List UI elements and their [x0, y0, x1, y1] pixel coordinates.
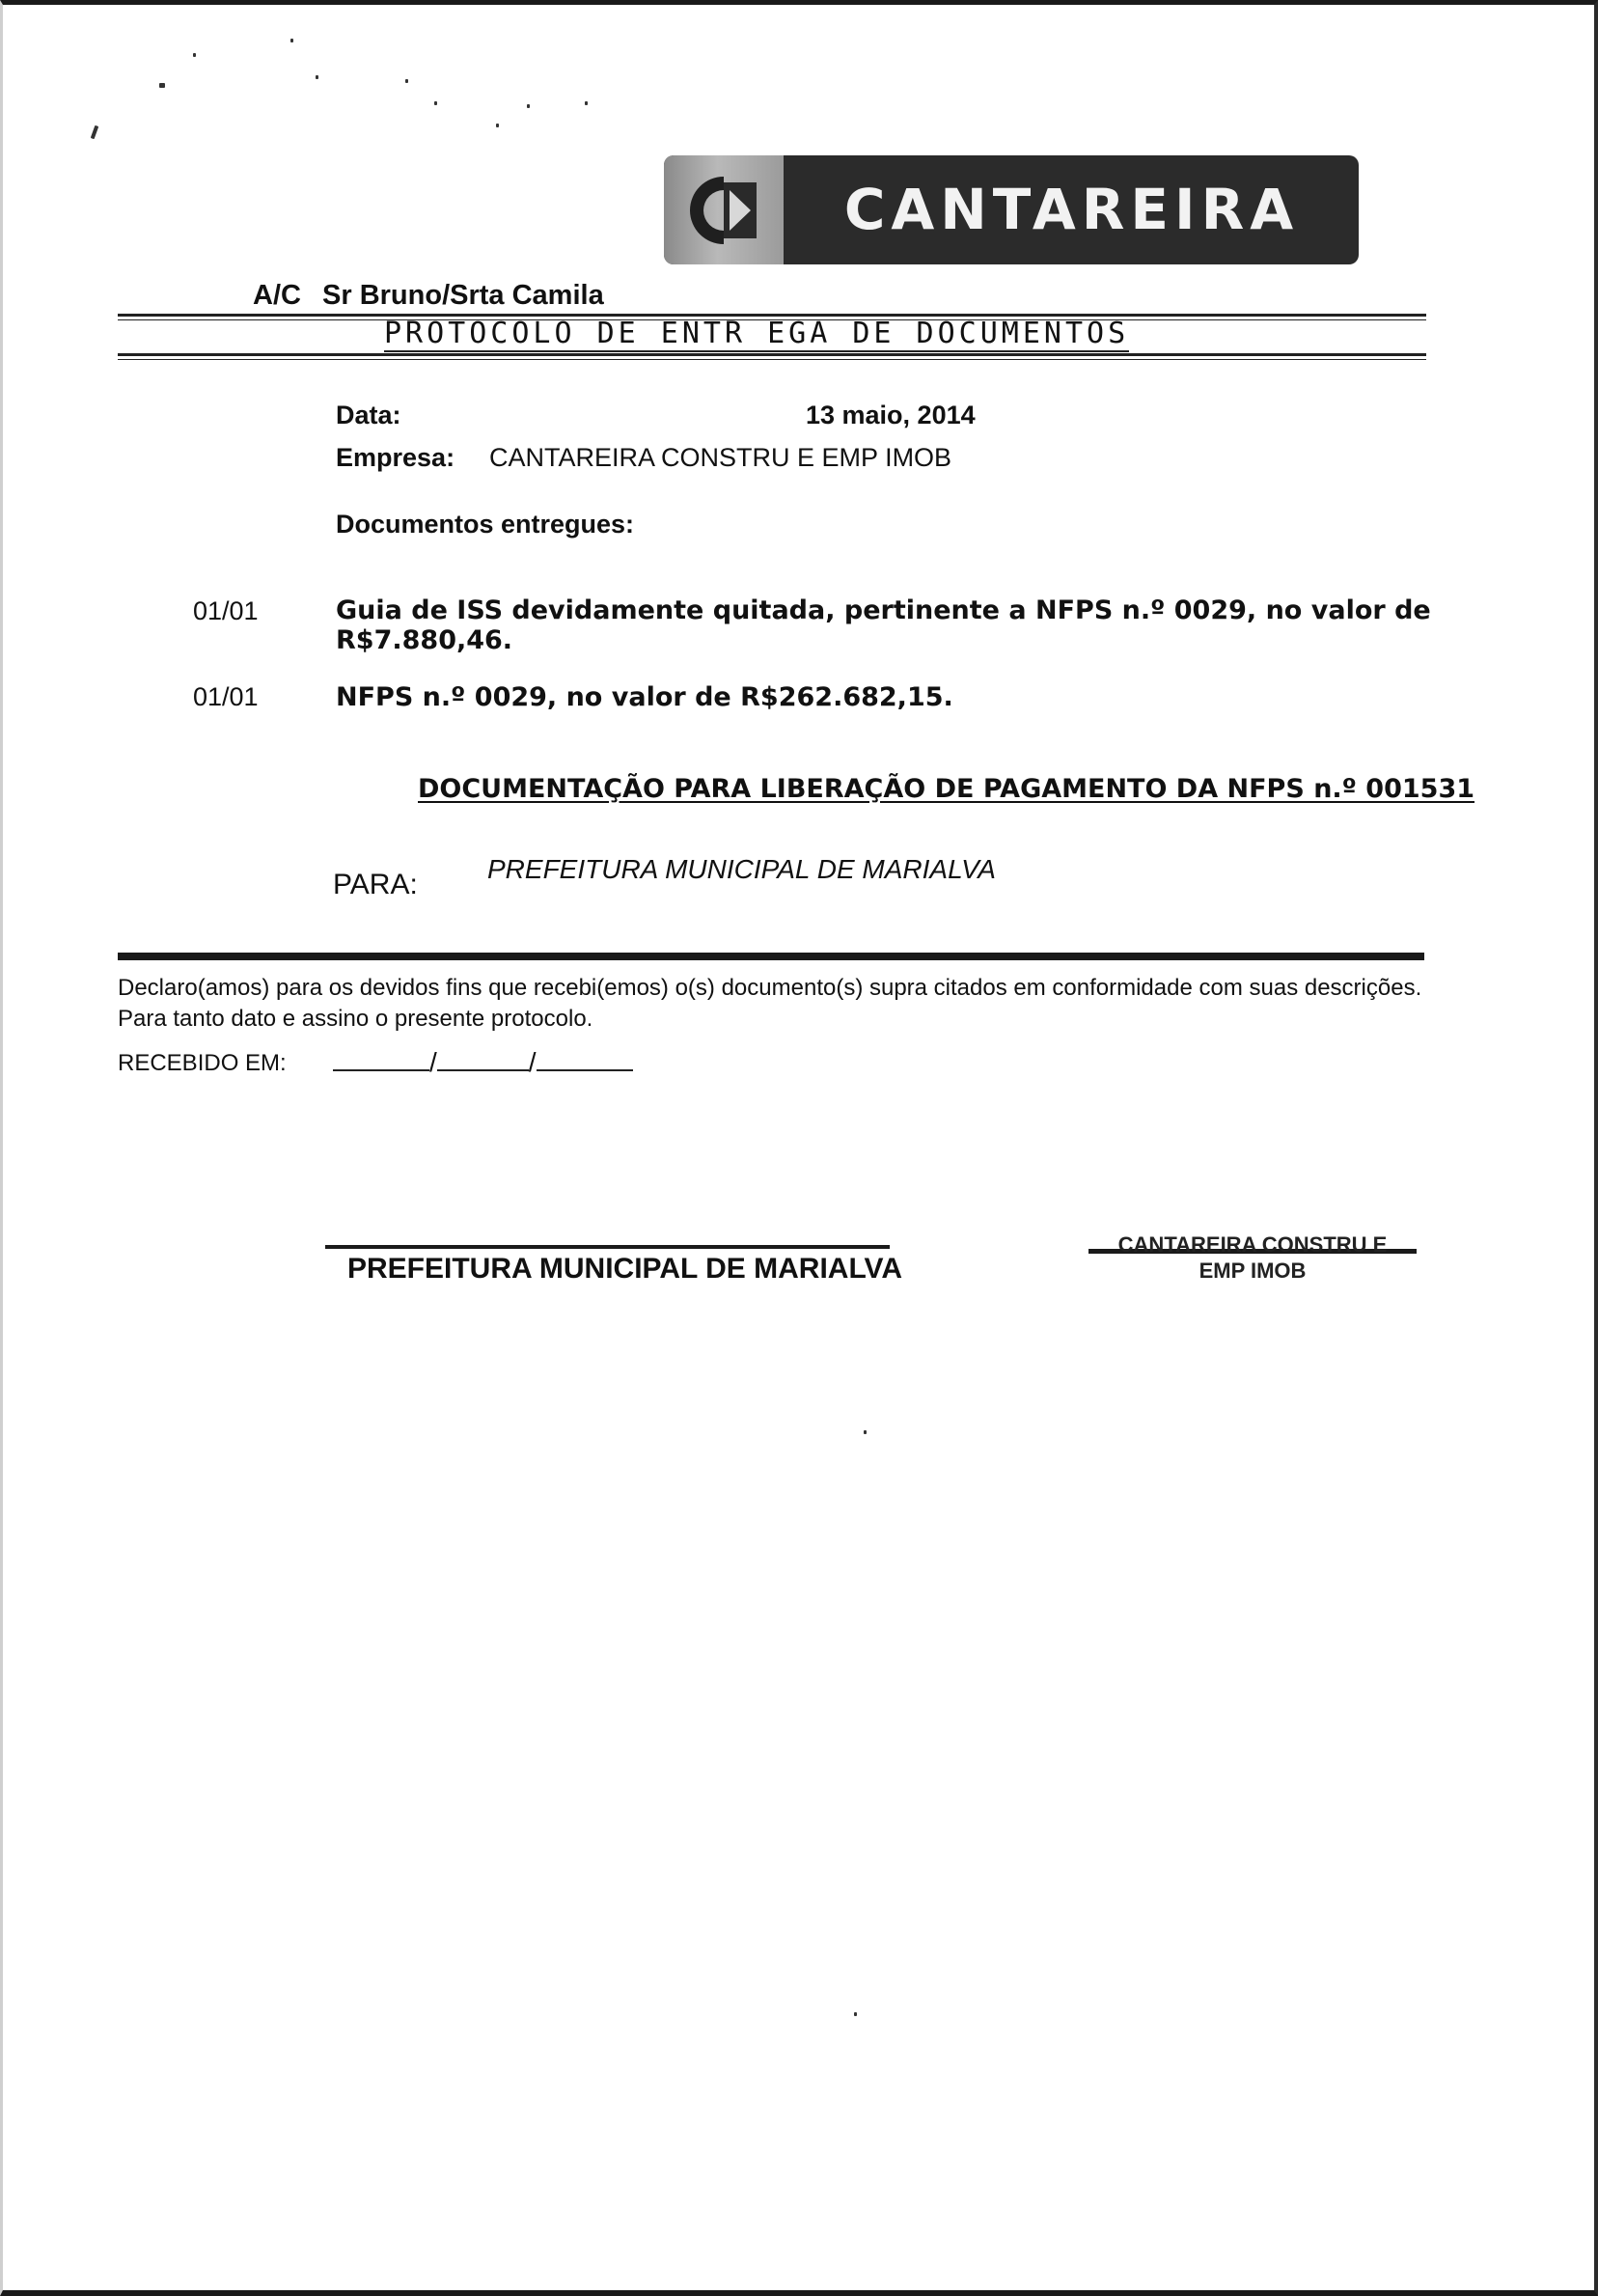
document-description: Guia de ISS devidamente quitada, pertinente a NFPS n.º 0029, no valor de R$7.880,46. — [336, 595, 1431, 655]
section-heading: DOCUMENTAÇÃO PARA LIBERAÇÃO DE PAGAMENTO DA NFPS n.º 001531 — [418, 774, 1475, 804]
signature-name-right-line1: CANTAREIRA CONSTRU E — [1117, 1232, 1388, 1257]
declaration-rule — [118, 953, 1424, 960]
header-rule-bottom-thin — [118, 359, 1426, 360]
date-label: Data: — [336, 401, 401, 429]
scan-speck — [290, 39, 293, 42]
attention-names: Sr Bruno/Srta Camila — [322, 280, 604, 311]
signature-name-right-line2: EMP IMOB — [1198, 1259, 1307, 1283]
received-month-blank[interactable] — [437, 1044, 529, 1071]
documents-delivered-label: Documentos entregues: — [336, 510, 635, 539]
company-value: CANTAREIRA CONSTRU E EMP IMOB — [489, 443, 952, 472]
date-value: 13 maio, 2014 — [806, 401, 976, 429]
scan-speck — [434, 101, 437, 105]
scan-speck — [496, 124, 499, 127]
recipient-value: PREFEITURA MUNICIPAL DE MARIALVA — [487, 854, 996, 884]
logo-mark-icon — [664, 155, 784, 264]
received-date-field[interactable] — [333, 1044, 633, 1078]
header-rule-bottom — [118, 353, 1426, 356]
signature-line-left — [325, 1245, 890, 1249]
scan-speck — [193, 53, 196, 57]
scan-speck — [854, 2012, 857, 2016]
date-separator: / — [429, 1047, 437, 1077]
attention-line — [253, 280, 604, 312]
recipient-label: PARA: — [333, 869, 418, 900]
signature-name-left: PREFEITURA MUNICIPAL DE MARIALVA — [347, 1253, 902, 1285]
attention-label: A/C — [253, 280, 301, 311]
document-qty: 01/01 — [193, 596, 259, 625]
declaration-text: Declaro(amos) para os devidos fins que recebi(emos) o(s) documento(s) supra citados em conformidade com suas descrições. Para tanto dato e assino o presente protocolo. — [118, 975, 1422, 1032]
signature-name-right — [1088, 1232, 1417, 1284]
document-qty: 01/01 — [193, 682, 259, 711]
received-label: RECEBIDO EM: — [118, 1050, 287, 1076]
scan-speck — [316, 75, 318, 79]
document-description: NFPS n.º 0029, no valor de R$262.682,15. — [336, 682, 953, 712]
scan-speck — [159, 83, 165, 88]
company-logo — [664, 155, 1359, 264]
received-year-blank[interactable] — [537, 1044, 633, 1071]
date-separator: / — [528, 1047, 537, 1077]
scan-speck — [527, 104, 530, 108]
scan-speck — [405, 79, 408, 83]
logo-wordmark: CANTAREIRA — [843, 177, 1300, 242]
document-title: PROTOCOLO DE ENTR EGA DE DOCUMENTOS — [384, 317, 1130, 350]
scan-speck — [864, 1430, 867, 1434]
received-day-blank[interactable] — [333, 1044, 429, 1071]
scan-speck — [91, 125, 99, 140]
company-label: Empresa: — [336, 443, 455, 472]
scan-speck — [585, 101, 588, 105]
